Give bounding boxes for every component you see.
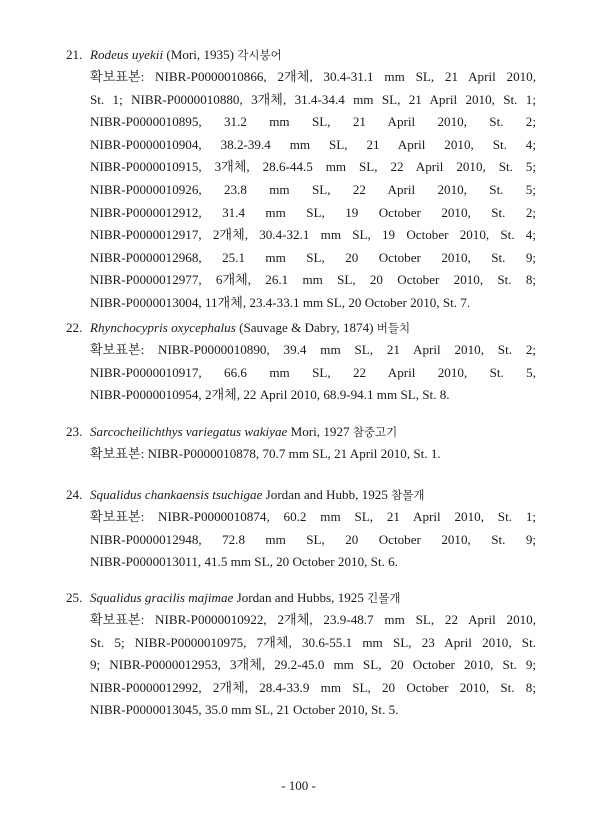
specimen-line: NIBR-P0000013011, 41.5 mm SL, 20 October 2010, St. 6.	[90, 554, 398, 570]
specimen-line: NIBR-P0000010954, 2개체, 22 April 2010, 68.9-94.1 mm SL, St. 8.	[90, 387, 450, 403]
korean-name: 버들치	[376, 321, 411, 335]
specimen-line: 확보표본: NIBR-P0000010890, 39.4 mm SL, 21 April 2010, St. 2;	[90, 342, 536, 357]
entry-heading	[66, 317, 536, 339]
author-citation: (Mori, 1935)	[166, 47, 235, 62]
korean-name: 참중고기	[352, 425, 398, 439]
entry-number: 22.	[66, 320, 83, 335]
scientific-name: Sarcocheilichthys variegatus wakiyae	[90, 424, 288, 439]
entry-heading	[66, 587, 536, 609]
entry-number: 23.	[66, 424, 83, 439]
specimen-line: St. 1; NIBR-P0000010880, 3개체, 31.4-34.4 mm SL, 21 April 2010, St. 1;	[90, 91, 536, 107]
entry-number: 21.	[66, 47, 83, 62]
specimen-line: NIBR-P0000010904, 38.2-39.4 mm SL, 21 April 2010, St. 4;	[90, 136, 536, 152]
specimen-list	[90, 506, 536, 574]
scientific-name: Squalidus chankaensis tsuchigae	[90, 487, 263, 502]
specimen-line: NIBR-P0000012917, 2개체, 30.4-32.1 mm SL, 19 October 2010, St. 4;	[90, 227, 536, 243]
specimen-line: NIBR-P0000010895, 31.2 mm SL, 21 April 2010, St. 2;	[90, 114, 536, 130]
specimen-line: 확보표본: NIBR-P0000010866, 2개체, 30.4-31.1 mm SL, 21 April 2010,	[90, 69, 536, 84]
korean-name: 참몰개	[391, 488, 425, 502]
specimen-line: NIBR-P0000013045, 35.0 mm SL, 21 October 2010, St. 5.	[90, 702, 399, 718]
author-citation: Mori, 1927	[290, 424, 350, 439]
specimen-line: NIBR-P0000012948, 72.8 mm SL, 20 October 2010, St. 9;	[90, 531, 536, 547]
specimen-list	[90, 339, 536, 407]
entry-heading	[66, 484, 536, 506]
specimen-line: NIBR-P0000012977, 6개체, 26.1 mm SL, 20 October 2010, St. 8;	[90, 272, 536, 288]
specimen-line: NIBR-P0000012968, 25.1 mm SL, 20 October 2010, St. 9;	[90, 249, 536, 265]
entry-21	[66, 44, 536, 315]
entry-25	[66, 587, 536, 722]
specimen-list	[90, 609, 536, 722]
korean-name: 긴몰개	[367, 591, 401, 605]
author-citation: Jordan and Hubb, 1925	[265, 487, 388, 502]
entry-number: 24.	[66, 487, 83, 502]
specimen-line: 확보표본: NIBR-P0000010874, 60.2 mm SL, 21 April 2010, St. 1;	[90, 509, 536, 524]
entry-heading	[66, 421, 536, 443]
entry-23	[66, 421, 536, 466]
specimen-list	[90, 443, 536, 466]
scientific-name: Rodeus uyekii	[90, 47, 164, 62]
author-citation: Jordan and Hubbs, 1925	[236, 590, 364, 605]
specimen-line: NIBR-P0000012912, 31.4 mm SL, 19 October 2010, St. 2;	[90, 204, 536, 220]
specimen-line: 9; NIBR-P0000012953, 3개체, 29.2-45.0 mm SL, 20 October 2010, St. 9;	[90, 657, 536, 673]
author-citation: (Sauvage & Dabry, 1874)	[239, 320, 374, 335]
specimen-line: NIBR-P0000010915, 3개체, 28.6-44.5 mm SL, 22 April 2010, St. 5;	[90, 159, 536, 175]
specimen-line: 확보표본: NIBR-P0000010878, 70.7 mm SL, 21 April 2010, St. 1.	[90, 446, 441, 461]
specimen-line: NIBR-P0000012992, 2개체, 28.4-33.9 mm SL, 20 October 2010, St. 8;	[90, 679, 536, 695]
korean-name: 각시붕어	[237, 48, 282, 62]
entry-22	[66, 317, 536, 407]
specimen-line: 확보표본: NIBR-P0000010922, 2개체, 23.9-48.7 mm SL, 22 April 2010,	[90, 612, 536, 627]
entry-24	[66, 484, 536, 574]
entry-heading	[66, 44, 536, 66]
scientific-name: Rhynchocypris oxycephalus	[90, 320, 236, 335]
specimen-line: St. 5; NIBR-P0000010975, 7개체, 30.6-55.1 mm SL, 23 April 2010, St.	[90, 634, 536, 650]
entry-number: 25.	[66, 590, 83, 605]
scientific-name: Squalidus gracilis majimae	[90, 590, 234, 605]
specimen-list	[90, 66, 536, 315]
specimen-line: NIBR-P0000010917, 66.6 mm SL, 22 April 2010, St. 5,	[90, 364, 536, 380]
specimen-line: NIBR-P0000013004, 11개체, 23.4-33.1 mm SL, 20 October 2010, St. 7.	[90, 294, 471, 310]
page-number: - 100 -	[281, 778, 316, 793]
specimen-line: NIBR-P0000010926, 23.8 mm SL, 22 April 2010, St. 5;	[90, 181, 536, 197]
